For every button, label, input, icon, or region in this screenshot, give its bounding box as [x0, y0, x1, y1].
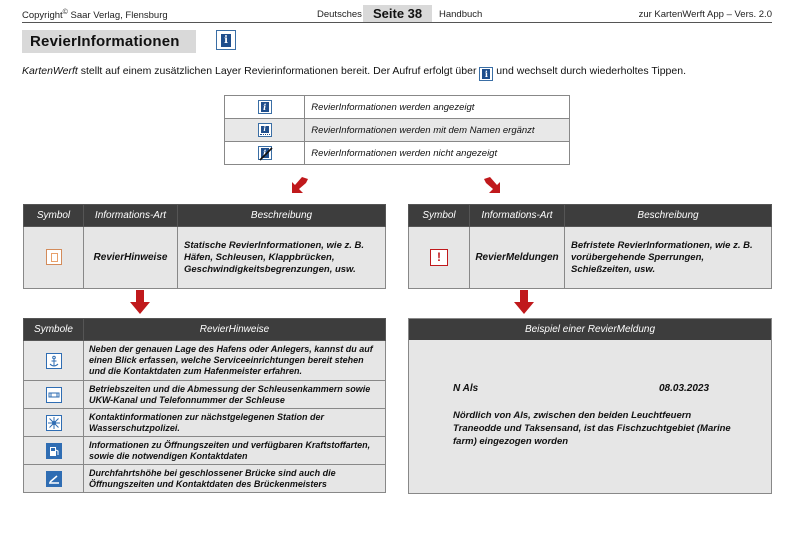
meldung-date: 08.03.2023 — [659, 383, 710, 394]
col-symbol: Symbol — [409, 205, 470, 227]
intro-text-2: und wechselt durch wiederholtes Tippen. — [496, 65, 686, 77]
col-info-type: Informations-Art — [84, 205, 178, 227]
hinweis-row — [24, 437, 386, 465]
mode-icon-cell — [225, 96, 305, 119]
type-name: RevierHinweise — [84, 227, 178, 289]
meldung-example-title: Beispiel einer RevierMeldung — [409, 319, 771, 340]
fuel-station-icon — [46, 443, 62, 459]
lock-icon — [46, 387, 62, 403]
hinweis-text: Neben der genauen Lage des Hafens oder Anlegers, kannst du auf einen Blick erfassen, welche Serviceeinrichtungen bereit stehen und die Kontaktdaten zum Hafenmeister erfahren. — [84, 341, 386, 381]
hinweis-symbol-cell — [24, 409, 84, 437]
hinweis-text: Informationen zu Öffnungszeiten und verfügbaren Kraftstoffarten, sowie die notwendigen Kontaktdaten — [84, 437, 386, 465]
hinweis-symbol-cell — [24, 381, 84, 409]
col-revierhinweise: RevierHinweise — [84, 319, 386, 341]
type-row — [24, 227, 386, 289]
info-off-icon: i — [258, 146, 272, 160]
mode-icon-cell — [225, 142, 305, 165]
hinweis-row — [24, 341, 386, 381]
revierhinweise-type-table — [23, 204, 386, 289]
mode-text: RevierInformationen werden nicht angezeigt — [305, 142, 570, 165]
app-name: KartenWerft — [22, 65, 78, 77]
bridge-icon — [46, 471, 62, 487]
intro-text-1: stellt auf einem zusätzlichen Layer Revierinformationen bereit. Der Aufruf erfolgt über — [77, 65, 477, 77]
hinweis-symbol-cell — [24, 437, 84, 465]
header-divider — [22, 22, 772, 23]
hinweis-row — [24, 409, 386, 437]
arrow-down-right-icon — [482, 177, 502, 195]
arrow-down-left-icon — [290, 177, 310, 195]
revierhinweise-table — [23, 318, 386, 493]
hinweis-text: Betriebszeiten und die Abmessung der Schleusenkammern sowie UKW-Kanal und Telefonnummer der Schleuse — [84, 381, 386, 409]
revier-hinweis-icon — [46, 249, 62, 265]
hinweis-text: Kontaktinformationen zur nächstgelegenen Station der Wasserschutzpolizei. — [84, 409, 386, 437]
rescue-station-icon — [46, 415, 62, 431]
page-number: Seite 38 — [363, 5, 432, 22]
hinweis-symbol-cell — [24, 465, 84, 493]
mode-icon-cell — [225, 119, 305, 142]
col-info-type: Informations-Art — [470, 205, 565, 227]
mode-text: RevierInformationen werden mit dem Namen ergänzt — [305, 119, 570, 142]
header-right-word: Handbuch — [439, 9, 483, 20]
arrow-down-icon — [130, 290, 150, 314]
type-description: Befristete RevierInformationen, wie z. B. vorübergehende Sperrungen, Schießzeiten, usw. — [565, 227, 772, 289]
type-symbol-cell — [409, 227, 470, 289]
warning-icon: ! — [430, 249, 448, 266]
type-name: RevierMeldungen — [470, 227, 565, 289]
info-icon: i — [258, 100, 272, 114]
reviermeldungen-type-table — [408, 204, 772, 289]
info-name-icon: i — [258, 123, 272, 137]
col-description: Beschreibung — [565, 205, 772, 227]
mode-row — [225, 96, 570, 119]
type-description: Statische RevierInformationen, wie z. B. Häfen, Schleusen, Klappbrücken, Geschwindigkeitsbegrenzungen, usw. — [178, 227, 386, 289]
hinweis-symbol-cell — [24, 341, 84, 381]
meldung-text: Nördlich von Als, zwischen den beiden Leuchtfeuern Traneodde und Taksensand, ist das Fischzuchtgebiet (Marine farm) eingezogen worden — [453, 410, 731, 447]
col-description: Beschreibung — [178, 205, 386, 227]
type-symbol-cell — [24, 227, 84, 289]
hinweis-text: Durchfahrtshöhe bei geschlossener Brücke sind auch die Öffnungszeiten und Kontaktdaten des Brückenmeisters — [84, 465, 386, 493]
app-version: zur KartenWerft App – Vers. 2.0 — [638, 9, 772, 20]
col-symbol: Symbol — [24, 205, 84, 227]
col-symbole: Symbole — [24, 319, 84, 341]
section-title: RevierInformationen — [22, 30, 196, 53]
info-icon: i — [216, 30, 236, 50]
hinweis-row — [24, 465, 386, 493]
mode-table — [224, 95, 570, 165]
anchor-icon — [46, 353, 62, 369]
mode-text: RevierInformationen werden angezeigt — [305, 96, 570, 119]
hinweis-row — [24, 381, 386, 409]
meldung-location: N Als — [453, 383, 479, 394]
copyright-text: Copyright© Saar Verlag, Flensburg — [22, 9, 168, 22]
arrow-down-icon — [514, 290, 534, 314]
header-left-word: Deutsches — [317, 9, 362, 20]
info-button-icon: i — [479, 67, 493, 81]
mode-row — [225, 119, 570, 142]
meldung-example-panel — [408, 318, 772, 494]
intro-paragraph — [22, 65, 782, 81]
type-row — [409, 227, 772, 289]
mode-row — [225, 142, 570, 165]
